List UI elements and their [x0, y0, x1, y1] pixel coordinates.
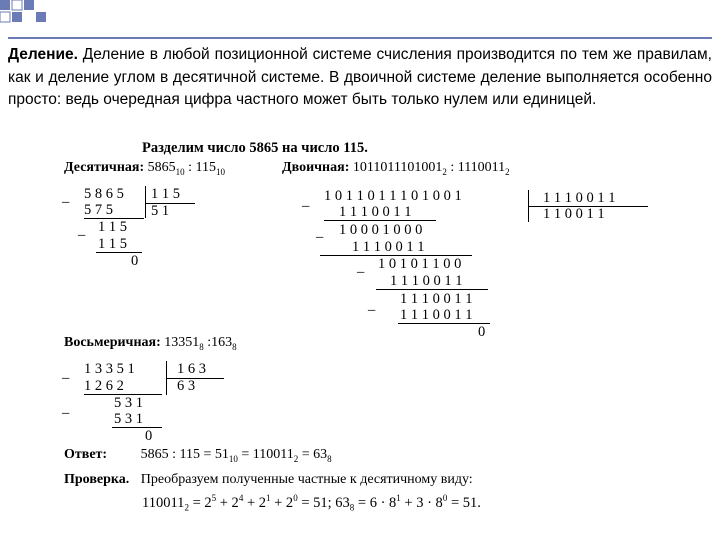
binary-expression: Двоичная: $1011011101001_2$ : $1110011_2$ [282, 160, 510, 177]
binary-row-1: 1 1 1 0 0 1 1 [339, 204, 412, 220]
binary-row-2: 1 0 0 0 1 0 0 0 [339, 222, 423, 238]
corner-decoration [0, 0, 70, 30]
binary-row-7: 1 1 1 0 0 1 1 [400, 307, 473, 323]
binary-rule-3 [376, 289, 488, 290]
decimal-row-2: 1 1 5 [98, 219, 127, 235]
binary-row-6: 1 1 1 0 0 1 1 [400, 291, 473, 307]
octal-quotient: 6 3 [177, 378, 196, 394]
decimal-minus-2: _ [78, 222, 86, 238]
binary-row-3: 1 1 1 0 0 1 1 [352, 239, 425, 255]
check-line-1: Проверка. Преобразуем полученные частные к десятичному виду: [64, 472, 473, 487]
octal-expression: Восьмеричная: $13351_8$ $:163_8$ [64, 335, 237, 352]
decimal-expression: Десятичная: $5865_{10}$ : $115_{10}$ [64, 160, 225, 177]
binary-row-4: 1 0 1 0 1 1 0 0 [378, 256, 462, 272]
binary-rule-4 [398, 323, 490, 324]
binary-minus-1: _ [302, 193, 310, 209]
binary-row-0: 1 0 1 1 0 1 1 1 0 1 0 0 1 [324, 188, 462, 204]
binary-rule-1 [324, 220, 436, 221]
octal-row-4: 0 [145, 428, 153, 444]
octal-minus-1: _ [62, 365, 70, 381]
octal-minus-2: _ [62, 400, 70, 416]
octal-divisor: 1 6 3 [177, 361, 206, 377]
octal-row-3: 5 3 1 [114, 411, 143, 427]
decimal-row-0: 5 8 6 5 [84, 186, 124, 202]
decimal-minus-1: _ [62, 189, 70, 205]
answer-line: Ответ: 5865 : $115 = 51_{10} = 110011_2 = 63_8$ [64, 447, 332, 464]
decimal-row-1: 5 7 5 [84, 202, 113, 218]
binary-minus-2: _ [316, 224, 324, 240]
figure-header: Разделим число 5865 на число 115. [142, 140, 368, 156]
decimal-quotient: 5 1 [151, 203, 170, 219]
header-rule [8, 37, 712, 39]
binary-minus-4: _ [368, 297, 376, 313]
paragraph-text: Деление в любой позиционной системе счисления производится по тем же правилам, как и деление углом в десятичной системе. В двоичной системе деление выполняется особенно просто: ведь очередная цифра частного может быть только нулем или единицей. [8, 46, 712, 108]
binary-row-5: 1 1 1 0 0 1 1 [390, 273, 463, 289]
decimal-divisor: 1 1 5 [151, 186, 180, 202]
term-label: Деление. [8, 46, 78, 63]
binary-row-8: 0 [478, 324, 486, 340]
octal-row-2: 5 3 1 [114, 395, 143, 411]
check-line-2: $110011_2 = 2^5 + 2^4 + 2^1 + 2^0 = 51$; $63_8 = 6 \cdot 8^1 + 3 \cdot 8^0 = 51$. [142, 493, 481, 513]
binary-divisor: 1 1 1 0 0 1 1 [543, 190, 616, 206]
decimal-row-4: 0 [131, 253, 139, 269]
intro-paragraph [8, 44, 712, 112]
decimal-row-3: 1 1 5 [98, 236, 127, 252]
decimal-bracket [145, 186, 146, 218]
binary-minus-3: _ [357, 259, 365, 275]
binary-quotient: 1 1 0 0 1 1 [543, 206, 605, 222]
octal-row-1: 1 2 6 2 [84, 378, 124, 394]
octal-rule-2 [112, 427, 162, 428]
octal-row-0: 1 3 3 5 1 [84, 361, 135, 377]
